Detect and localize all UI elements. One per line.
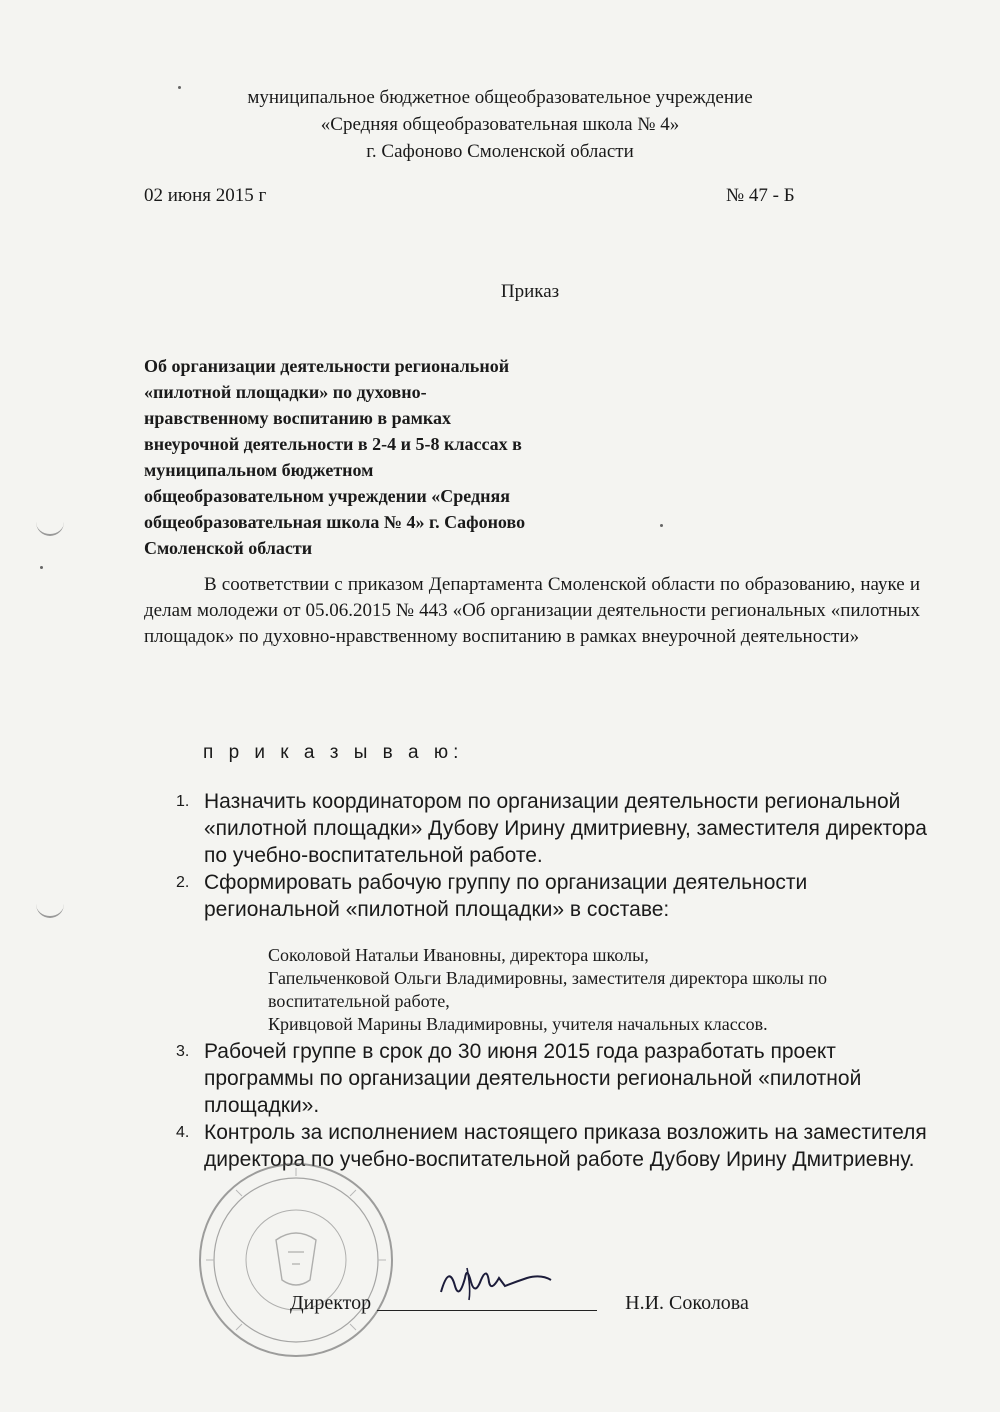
order-items-list [168,788,928,1173]
institution-header [0,84,1000,165]
item-number: 2. [176,874,190,891]
subject-line: общеобразовательном учреждении «Средняя [144,486,510,506]
working-group-members [204,944,908,1036]
punch-hole-mark [36,902,64,918]
order-subject [144,353,584,561]
list-item [168,788,928,869]
official-seal-stamp [196,1160,396,1360]
punch-hole-mark [36,520,64,536]
list-item [168,1038,928,1119]
signature-line [377,1288,597,1311]
member-entry: Соколовой Натальи Ивановны, директора школы, [268,945,649,965]
order-number: № 47 - Б [726,185,795,206]
member-entry: Кривцовой Марины Владимировны, учителя начальных классов. [268,1014,768,1034]
handwritten-signature [437,1262,557,1312]
subject-line: внеурочной деятельности в 2-4 и 5-8 классах в [144,434,522,454]
subject-line: Смоленской области [144,538,313,558]
subject-line: общеобразовательная школа № 4» г. Сафоново [144,512,526,532]
item-text: Назначить координатором по организации деятельности региональной «пилотной площадки» Дубову Ирину дмитриевну, заместителя директора по учебно-воспитательной работе. [204,790,927,867]
order-word: п р и к а з ы в а ю: [203,742,464,763]
item-number: 1. [176,793,190,810]
member-entry: Гапельченковой Ольги Владимировны, заместителя директора школы по воспитательной работе, [268,968,827,1011]
scan-speck [660,524,663,527]
subject-line: муниципальном бюджетном [144,460,374,480]
preamble-text: В соответствии с приказом Департамента Смоленской области по образованию, науке и делам молодежи от 05.06.2015 № 443 «Об организации деятельности региональных «пилотных площадок» по духовно-нравственному воспитанию в рамках внеурочной деятельности» [144,574,920,647]
subject-line: «пилотной площадки» по духовно- [144,382,427,402]
signatory-name: Н.И. Соколова [625,1292,749,1314]
signatory-role: Директор [290,1292,372,1314]
item-text: Рабочей группе в срок до 30 июня 2015 года разработать проект программы по организации деятельности региональной «пилотной площадки». [204,1040,862,1117]
item-text: Сформировать рабочую группу по организации деятельности региональной «пилотной площадки» в составе: [204,871,808,921]
institution-type: муниципальное бюджетное общеобразовательное учреждение [247,87,753,108]
subject-line: Об организации деятельности региональной [144,356,510,376]
scan-speck [40,566,43,569]
order-date: 02 июня 2015 г [144,185,267,206]
institution-location: г. Сафоново Смоленской области [366,141,634,162]
subject-line: нравственному воспитанию в рамках [144,408,452,428]
item-number: 4. [176,1124,190,1141]
list-item [168,869,928,1036]
institution-name: «Средняя общеобразовательная школа № 4» [320,114,680,135]
item-text: Контроль за исполнением настоящего приказа возложить на заместителя директора по учебно-воспитательной работе Дубову Ирину Дмитриевну. [204,1121,927,1171]
signature-block [290,1288,749,1315]
document-title: Приказ [500,281,560,302]
item-number: 3. [176,1043,190,1060]
